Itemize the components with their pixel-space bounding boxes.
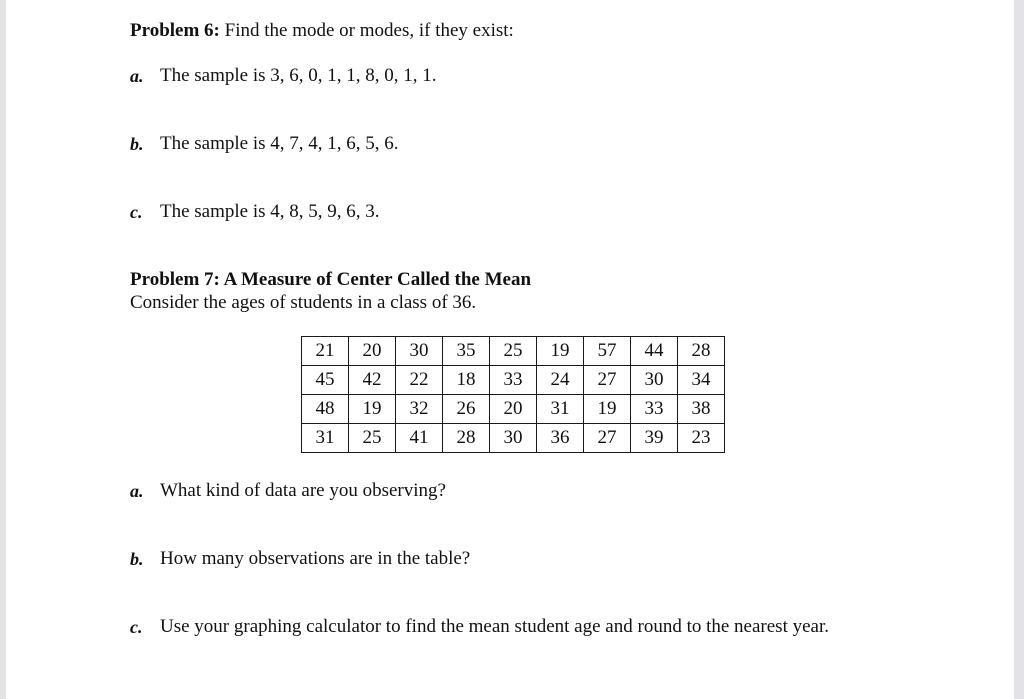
table-cell: 35 bbox=[443, 337, 490, 366]
table-cell: 24 bbox=[537, 366, 584, 395]
problem-6-item-a-label: a. bbox=[130, 66, 144, 86]
document-page bbox=[6, 0, 1014, 699]
table-cell: 19 bbox=[349, 395, 396, 424]
table-cell: 20 bbox=[349, 337, 396, 366]
table-cell: 19 bbox=[537, 337, 584, 366]
problem-7-item-a-text: What kind of data are you observing? bbox=[160, 480, 446, 501]
table-cell: 33 bbox=[631, 395, 678, 424]
problem-6-item-b-label: b. bbox=[130, 134, 144, 154]
problem-7-intro: Consider the ages of students in a class of 36. bbox=[130, 292, 477, 313]
table-cell: 23 bbox=[678, 424, 725, 453]
table-cell: 42 bbox=[349, 366, 396, 395]
table-cell: 28 bbox=[443, 424, 490, 453]
table-cell: 30 bbox=[631, 366, 678, 395]
table-row bbox=[302, 366, 725, 395]
table-cell: 36 bbox=[537, 424, 584, 453]
table-cell: 32 bbox=[396, 395, 443, 424]
table-cell: 28 bbox=[678, 337, 725, 366]
problem-6-prompt: Find the mode or modes, if they exist: bbox=[224, 20, 514, 41]
problem-6-line bbox=[130, 20, 514, 42]
table-row bbox=[302, 395, 725, 424]
table-cell: 41 bbox=[396, 424, 443, 453]
table-row bbox=[302, 337, 725, 366]
problem-6-item-b-text: The sample is 4, 7, 4, 1, 6, 5, 6. bbox=[160, 133, 399, 154]
table-cell: 22 bbox=[396, 366, 443, 395]
table-row bbox=[302, 424, 725, 453]
ages-table bbox=[301, 336, 725, 453]
problem-7-item-c-text: Use your graphing calculator to find the mean student age and round to the nearest year. bbox=[160, 616, 829, 637]
table-cell: 20 bbox=[490, 395, 537, 424]
problem-6-item-a-text: The sample is 3, 6, 0, 1, 1, 8, 0, 1, 1. bbox=[160, 65, 437, 86]
table-cell: 30 bbox=[396, 337, 443, 366]
table-cell: 38 bbox=[678, 395, 725, 424]
table-cell: 25 bbox=[349, 424, 396, 453]
table-cell: 27 bbox=[584, 366, 631, 395]
table-cell: 31 bbox=[302, 424, 349, 453]
table-cell: 30 bbox=[490, 424, 537, 453]
problem-6-item-c-text: The sample is 4, 8, 5, 9, 6, 3. bbox=[160, 201, 380, 222]
table-cell: 31 bbox=[537, 395, 584, 424]
table-cell: 26 bbox=[443, 395, 490, 424]
problem-6-title: Problem 6: bbox=[130, 20, 220, 41]
table-cell: 21 bbox=[302, 337, 349, 366]
table-cell: 45 bbox=[302, 366, 349, 395]
table-cell: 44 bbox=[631, 337, 678, 366]
table-cell: 34 bbox=[678, 366, 725, 395]
problem-7-item-b-text: How many observations are in the table? bbox=[160, 548, 471, 569]
table-cell: 48 bbox=[302, 395, 349, 424]
problem-7-title: Problem 7: A Measure of Center Called the Mean bbox=[130, 269, 532, 290]
problem-7-item-c-label: c. bbox=[130, 617, 143, 637]
problem-6-item-c-label: c. bbox=[130, 202, 143, 222]
table-cell: 27 bbox=[584, 424, 631, 453]
problem-7-item-a-label: a. bbox=[130, 481, 144, 501]
table-cell: 19 bbox=[584, 395, 631, 424]
problem-7-item-b-label: b. bbox=[130, 549, 144, 569]
table-cell: 39 bbox=[631, 424, 678, 453]
table-cell: 18 bbox=[443, 366, 490, 395]
table-cell: 25 bbox=[490, 337, 537, 366]
table-cell: 33 bbox=[490, 366, 537, 395]
table-cell: 57 bbox=[584, 337, 631, 366]
